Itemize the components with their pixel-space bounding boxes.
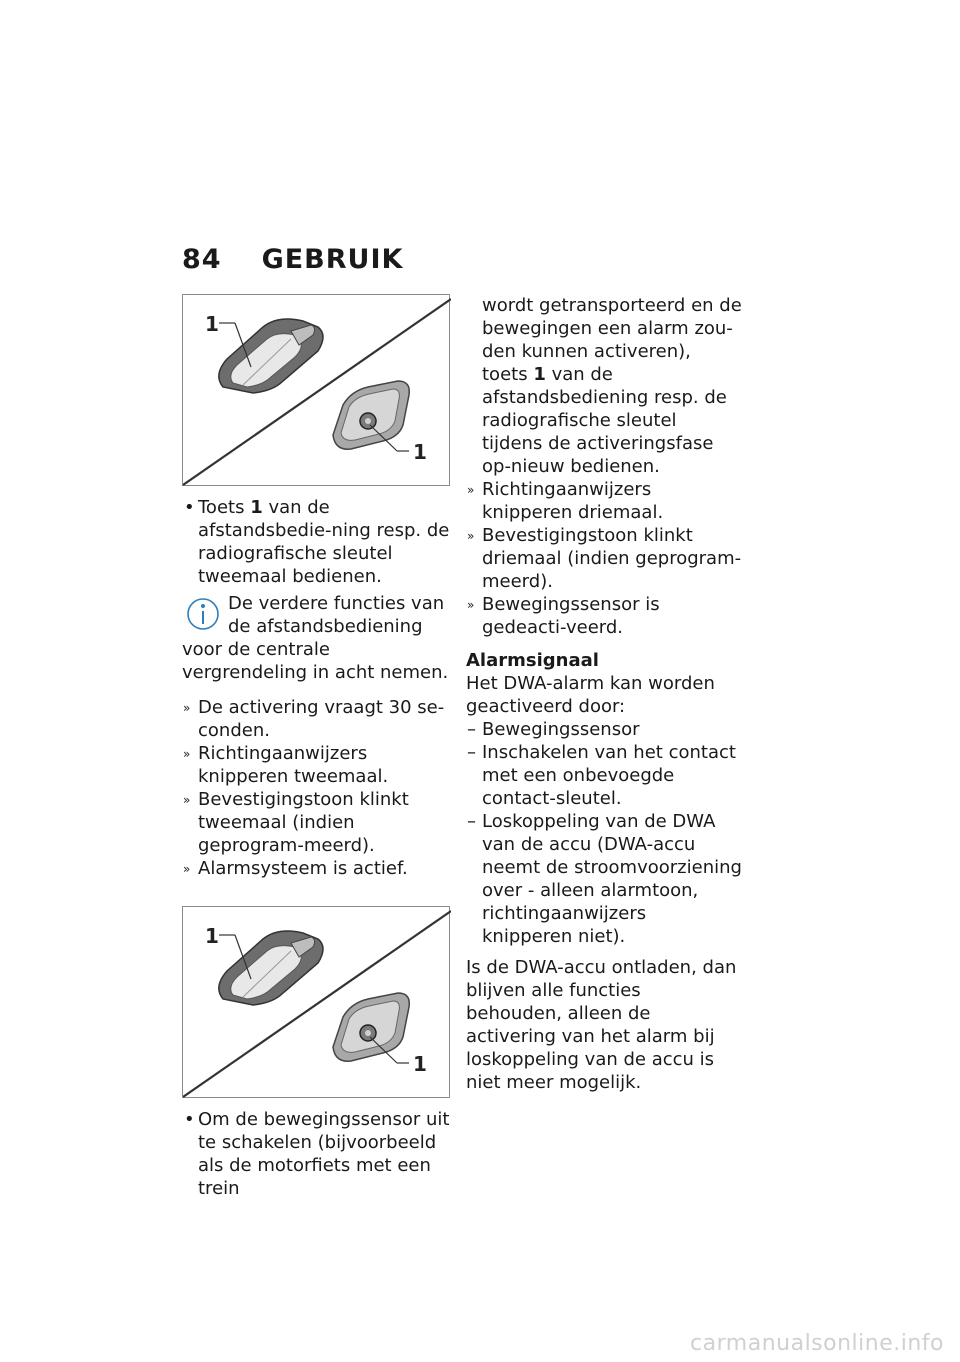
info-icon [182,594,222,634]
right-column [466,294,742,1094]
note-text: De verdere functies van de afstandsbediening voor de centrale vergrendeling in acht nemen. [182,593,449,683]
bullet-marker: • [184,1109,195,1130]
intro-text: Het DWA-alarm kan worden geactiveerd door: [466,673,715,717]
arrow-marker: » [467,529,475,543]
left-column [182,294,452,1200]
result-item: » Alarmsysteem is actief. [183,858,408,879]
section-heading: Alarmsignaal [466,650,599,671]
result-item: » De activering vraagt 30 se-conden. [183,697,445,741]
callout-label: 1 [205,312,219,336]
key-fob-illustration [183,295,451,487]
instruction-bullet: • Toets 1 van de afstandsbedie-ning resp. de radiografische sleutel tweemaal bedienen. [184,497,450,587]
result-item: » Richtingaanwijzers knipperen driemaal. [467,479,664,523]
section-title: GEBRUIK [261,244,404,275]
list-item: – Loskoppeling van de DWA van de accu (DWA-accu neemt de stroomvoorziening over - alleen alarmtoon, richtingaanwijzers knipperen niet). [467,811,742,947]
figure-key-fob-1 [182,294,450,486]
radio-key-icon [333,381,409,449]
radio-key-icon [333,993,409,1061]
page-header [182,244,403,275]
arrow-marker: » [183,862,191,876]
arrow-marker: » [183,701,191,715]
info-note [182,592,452,684]
instruction-continuation: wordt getransporteerd en de bewegingen een alarm zou-den kunnen activeren), toets 1 van de afstandsbediening resp. de radiografische sleutel tijdens de activeringsfase op-nieuw bedienen. [482,295,742,477]
result-item: » Bevestigingstoon klinkt driemaal (indien geprogram-meerd). [467,525,742,592]
figure-key-fob-2 [182,906,450,1098]
arrow-marker: » [467,598,475,612]
remote-key-icon [219,319,323,393]
key-fob-illustration [183,907,451,1099]
page-number: 84 [182,244,222,275]
closing-paragraph: Is de DWA-accu ontladen, dan blijven alle functies behouden, alleen de activering van het alarm bij loskoppeling van de accu is niet meer mogelijk. [466,957,737,1093]
list-item: – Inschakelen van het contact met een onbevoegde contact-sleutel. [467,742,736,809]
bullet-marker: • [184,497,195,518]
instruction-bullet: • Om de bewegingssensor uit te schakelen (bijvoorbeeld als de motorfiets met een trein [184,1109,450,1199]
result-item: » Bevestigingstoon klinkt tweemaal (indien geprogram-meerd). [183,789,409,856]
result-item: » Bewegingssensor is gedeacti-veerd. [467,594,660,638]
arrow-marker: » [467,483,475,497]
callout-label: 1 [413,440,427,464]
arrow-marker: » [183,747,191,761]
watermark: carmanualsonline.info [690,1331,944,1356]
callout-label: 1 [205,924,219,948]
dash-marker: – [467,811,476,832]
result-item: » Richtingaanwijzers knipperen tweemaal. [183,743,389,787]
list-item: – Bewegingssensor [467,719,640,740]
remote-key-icon [219,931,323,1005]
callout-label: 1 [413,1052,427,1076]
dash-marker: – [467,719,476,740]
arrow-marker: » [183,793,191,807]
dash-marker: – [467,742,476,763]
